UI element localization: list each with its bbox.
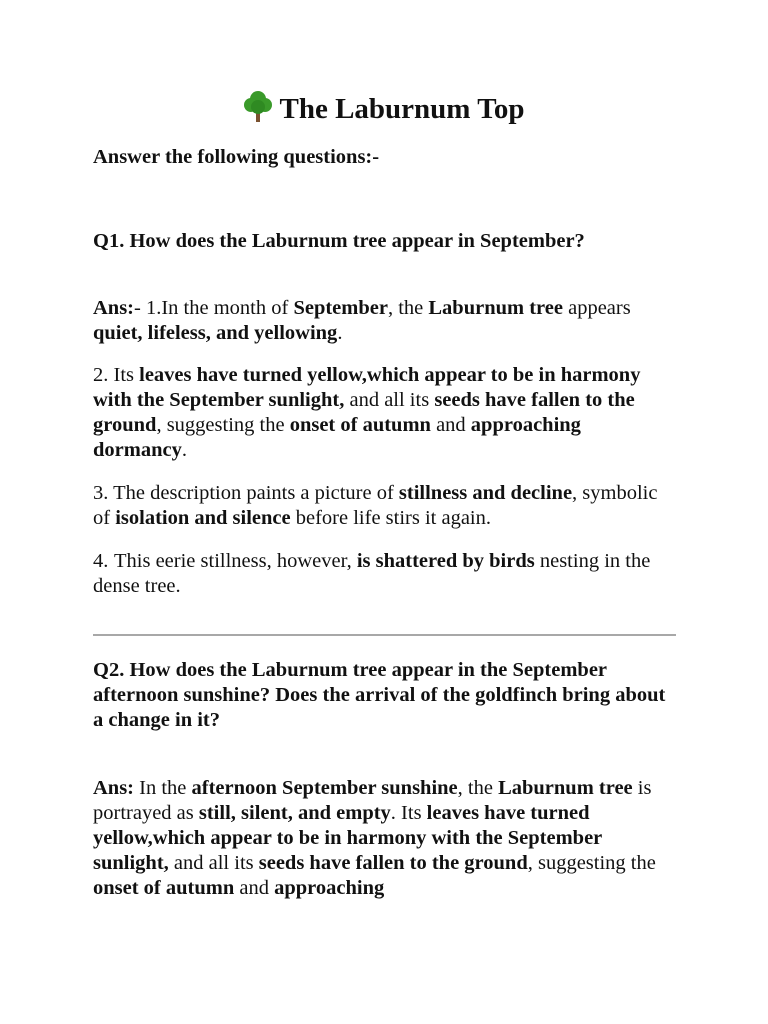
instructions-heading: Answer the following questions:- [93,146,380,168]
answer-1-point-3: 3. The description paints a picture of stillness and decline, symbolic of isolation and silence before life stirs it again. [93,482,658,529]
answer-1-intro: Ans:- 1.In the month of September, the Laburnum tree appears quiet, lifeless, and yellowing. [93,297,631,344]
answer-label: Ans: [93,297,135,319]
point-number: 4. [93,550,109,572]
question-1: Q1. How does the Laburnum tree appear in September? [93,230,585,252]
answer-1-point-4: 4. This eerie stillness, however, is shattered by birds nesting in the dense tree. [93,550,651,597]
title-text: The Laburnum Top [279,93,525,125]
page-title [0,88,768,130]
answer-2: Ans: In the afternoon September sunshine, the Laburnum tree is portrayed as still, silent, and empty. Its leaves have turned yellow,which appear to be in harmony with the September sunlight, and all its seeds have fallen to the ground, suggesting the onset of autumn and approaching [93,777,656,899]
answer-1-point-2: 2. Its leaves have turned yellow,which appear to be in harmony with the September sunlight, and all its seeds have fallen to the ground, suggesting the onset of autumn and approaching dormancy. [93,364,641,461]
section-divider [93,634,676,636]
question-2: Q2. How does the Laburnum tree appear in the September afternoon sunshine? Does the arrival of the goldfinch bring about a change in it? [93,659,666,731]
deciduous-tree-icon [243,90,273,122]
answer-label: Ans: [93,777,135,799]
